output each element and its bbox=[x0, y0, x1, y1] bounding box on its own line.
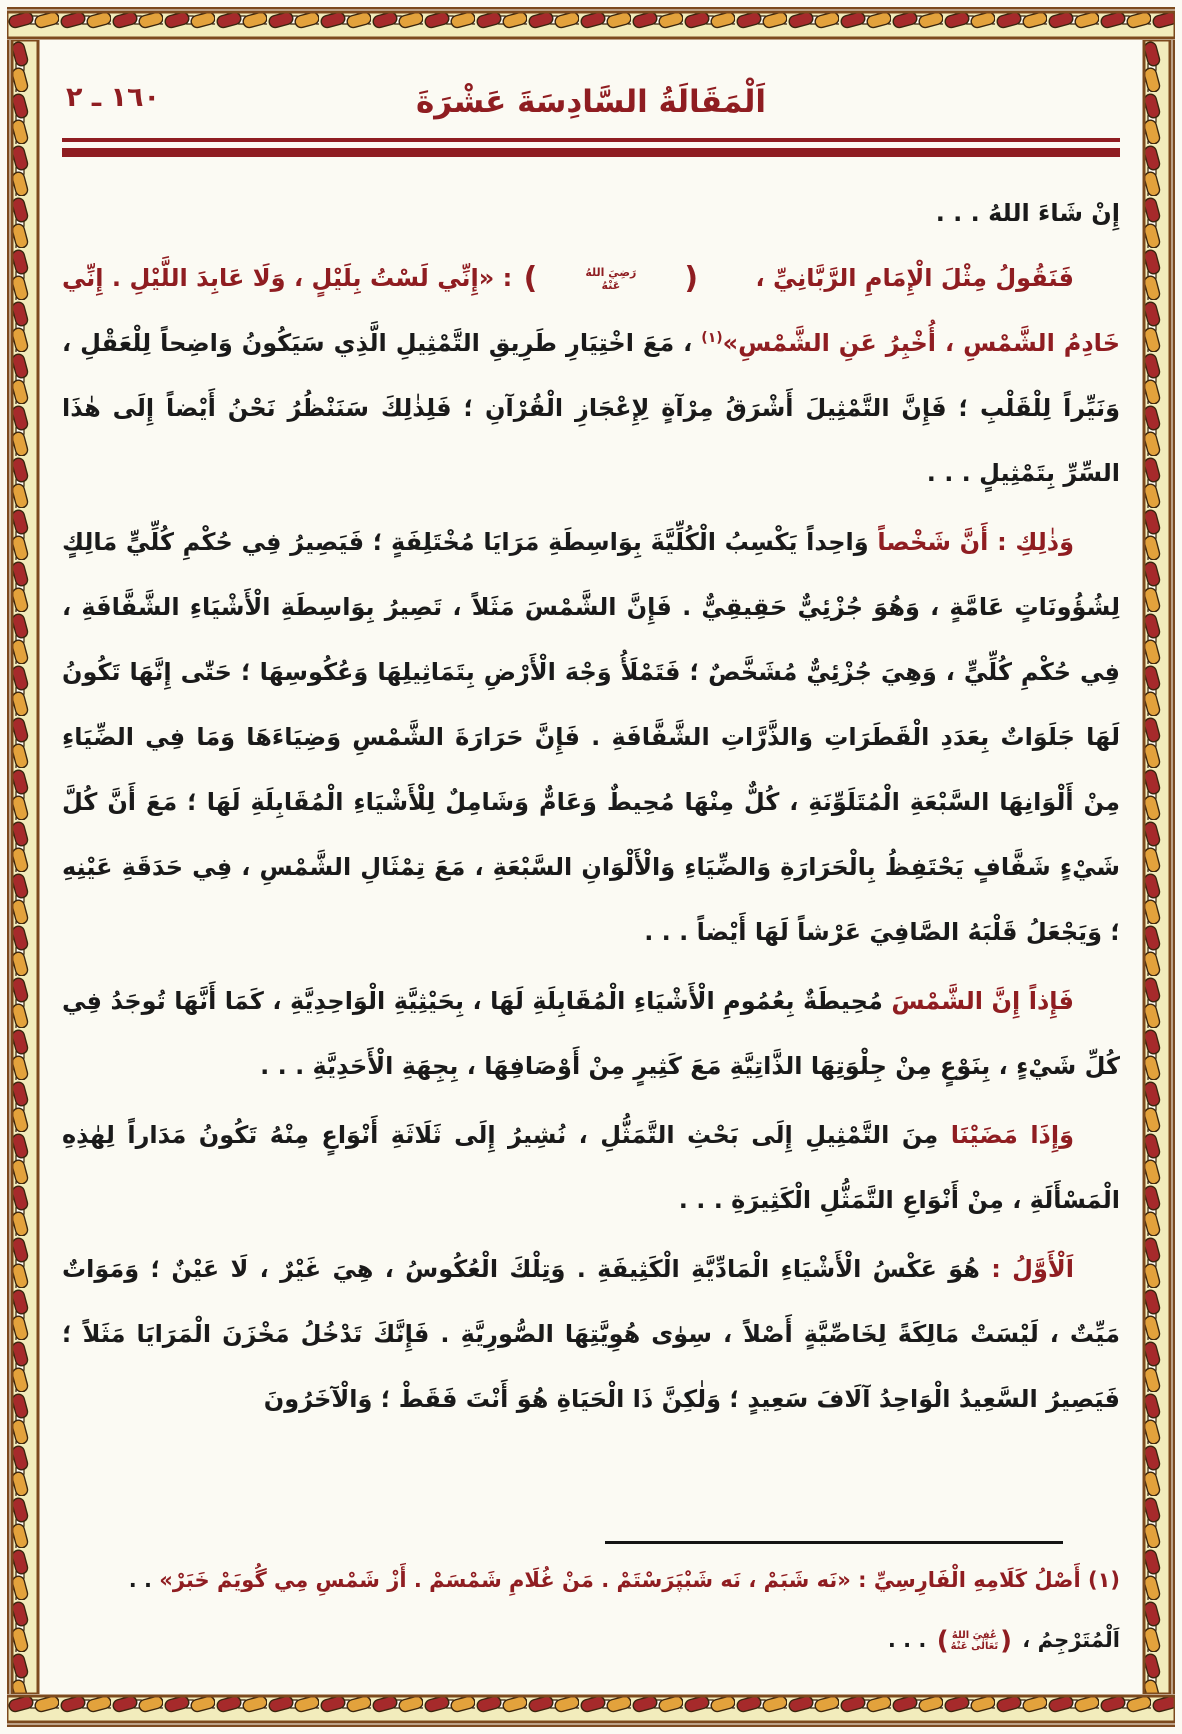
border-ornament-bottom bbox=[7, 1691, 1175, 1727]
text-segment: اَلْأَوَّلُ : bbox=[979, 1255, 1074, 1283]
text-segment: اَلْمُتَرْجِمُ ، bbox=[1015, 1628, 1120, 1652]
footnote-block bbox=[62, 1541, 1120, 1670]
text-segment: فَنَقُولُ مِثْلَ الْإِمَامِ الرَّبَّانِيِّ ، bbox=[747, 264, 1075, 292]
border-ornament-right bbox=[1139, 40, 1175, 1694]
text-segment: مُحِيطَةٌ بِعُمُومِ الْأَشْيَاءِ الْمُقَابِلَةِ لَهَا ، بِحَيْثِيَّةِ الْوَاحِدِيَّةِ ، كَمَا أَنَّهَا تُوجَدُ فِي كُلِّ شَيْءٍ ، بِنَوْعٍ مِنْ جِلْوَتِهَا الذَّاتِيَّةِ مَعَ كَثِيرٍ مِنْ أَوْصَافِهَا ، بِجِهَةِ الْأَحَدِيَّةِ . . . bbox=[62, 987, 1120, 1080]
footnote-separator bbox=[605, 1541, 1063, 1544]
border-ornament-left bbox=[7, 40, 43, 1694]
footnote-line bbox=[62, 1550, 1120, 1610]
text-segment: . . bbox=[128, 1568, 160, 1592]
footnote-marker: (١) bbox=[701, 330, 723, 346]
text-segment: وَإِذَا مَضَيْنَا bbox=[938, 1121, 1075, 1149]
paragraph bbox=[62, 1237, 1120, 1432]
page-number: ١٦٠ ـ ٢ bbox=[66, 82, 160, 113]
text-segment: ، مَعَ اخْتِيَارِ طَرِيقِ التَّمْثِيلِ الَّذِي سَيَكُونُ وَاضِحاً لِلْعَقْلِ ، وَنَيِّراً لِلْقَلْبِ ؛ فَإِنَّ التَّمْثِيلَ أَشْرَقُ مِرْآةٍ لِإِعْجَازِ الْقُرْآنِ ؛ فَلِذٰلِكَ سَنَنْظُرُ نَحْنُ أَيْضاً إِلَى هٰذَا السِّرِّ بِتَمْثِيلٍ . . . bbox=[62, 329, 1120, 487]
header-divider-rule bbox=[62, 138, 1120, 157]
text-segment: فَإِذاً إِنَّ الشَّمْسَ bbox=[882, 987, 1074, 1015]
page-content bbox=[62, 46, 1120, 1688]
text-segment: وَذٰلِكِ : أَنَّ شَخْصاً bbox=[868, 528, 1074, 556]
border-ornament-top bbox=[7, 7, 1175, 43]
body-paragraphs bbox=[62, 246, 1120, 1432]
honorific-seal: ( عُفِيَ اللهُ تَعَالٰى عَنْهُ ) bbox=[936, 1626, 1012, 1656]
page-header bbox=[62, 76, 1120, 128]
paragraph bbox=[62, 969, 1120, 1099]
text-segment: هُوَ عَكْسُ الْأَشْيَاءِ الْمَادِّيَّةِ الْكَثِيفَةِ . وَتِلْكَ الْعُكُوسُ ، هِيَ غَيْرٌ ، لَا عَيْنٌ ؛ وَمَوَاتٌ مَيِّتٌ ، لَيْسَتْ مَالِكَةً لِخَاصِّيَّةٍ أَصْلاً ، سِوٰى هُوِيَّتِهَا الصُّورِيَّةِ . فَإِنَّكَ تَدْخُلُ مَخْزَنَ الْمَرَايَا مَثَلاً ؛ فَيَصِيرُ السَّعِيدُ الْوَاحِدُ آلَافَ سَعِيدٍ ؛ وَلٰكِنَّ ذَا الْحَيَاةِ هُوَ أَنْتَ فَقَطْ ؛ وَالْآخَرُونَ bbox=[62, 1255, 1120, 1413]
text-segment: مِنَ التَّمْثِيلِ إِلَى بَحْثِ التَّمَثُّلِ ، نُشِيرُ إِلَى ثَلَاثَةِ أَنْوَاعٍ مِنْهُ تَكُونُ مَدَاراً لِهٰذِهِ الْمَسْأَلَةِ ، مِنْ أَنْوَاعِ التَّمَثُّلِ الْكَثِيرَةِ . . . bbox=[62, 1121, 1120, 1214]
text-segment: وَاحِداً يَكْسِبُ الْكُلِّيَّةَ بِوَاسِطَةِ مَرَايَا مُخْتَلِفَةٍ ؛ فَيَصِيرُ فِي حُكْمِ كُلِّيٍّ مَالِكٍ لِشُؤُونَاتٍ عَامَّةٍ ، وَهُوَ جُزْئِيٌّ حَقِيقِيٌّ . فَإِنَّ الشَّمْسَ مَثَلاً ، تَصِيرُ بِوَاسِطَةِ الْأَشْيَاءِ الشَّفَّافَةِ ، فِي حُكْمِ كُلِّيٍّ ، وَهِيَ جُزْئِيٌّ مُشَخَّصٌ ؛ فَتَمْلَأُ وَجْهَ الْأَرْضِ بِتَمَاثِيلِهَا وَعُكُوسِهَا ؛ حَتّٰى إِنَّهَا تَكُونُ لَهَا جَلَوَاتٌ بِعَدَدِ الْقَطَرَاتِ وَالذَّرَّاتِ الشَّفَّافَةِ . فَإِنَّ حَرَارَةَ الشَّمْسِ وَضِيَاءَهَا وَمَا فِي الضِّيَاءِ مِنْ أَلْوَانِهَا السَّبْعَةِ الْمُتَلَوِّنَةِ ، كُلٌّ مِنْهَا مُحِيطٌ وَعَامٌّ وَشَامِلٌ لِلْأَشْيَاءِ الْمُقَابِلَةِ لَهَا ؛ مَعَ أَنَّ كُلَّ شَيْءٍ شَفَّافٍ يَحْتَفِظُ بِالْحَرَارَةِ وَالضِّيَاءِ وَالْأَلْوَانِ السَّبْعَةِ ، مَعَ تِمْثَالِ الشَّمْسِ ، فِي حَدَقَةِ عَيْنِهِ ؛ وَيَجْعَلُ قَلْبَهُ الصَّافِيَ عَرْشاً لَهَا أَيْضاً . . . bbox=[62, 528, 1120, 946]
paragraph bbox=[62, 510, 1120, 965]
body-text bbox=[62, 181, 1120, 1432]
page-title: اَلْمَقَالَةُ السَّادِسَةَ عَشْرَةَ bbox=[416, 84, 766, 120]
text-segment: . . . bbox=[887, 1628, 934, 1652]
honorific-seal: ( رَضِيَ اللهُ عَنْهُ ) bbox=[523, 261, 699, 296]
footnote-line bbox=[62, 1610, 1120, 1670]
paragraph bbox=[62, 1103, 1120, 1233]
footnote-lines bbox=[62, 1550, 1120, 1670]
paragraph bbox=[62, 246, 1120, 506]
text-segment: (١) أَصْلُ كَلَامِهِ الْفَارِسِيِّ : «نَه شَبَمْ ، نَه شَبْپَرَسْتَمْ . مَنْ غُلَامِ شَمْسَمْ . أَزْ شَمْسِ مِي گُويَمْ خَبَرْ» bbox=[159, 1568, 1120, 1592]
text-segment: : «إِنِّي لَسْتُ بِلَيْلٍ ، وَلَا عَابِدَ اللَّيْلِ . إِنِّي خَادِمُ الشَّمْسِ ، أُخْبِرُ عَنِ الشَّمْسِ» bbox=[62, 264, 1120, 357]
intro-line: إِنْ شَاءَ اللهُ . . . bbox=[935, 199, 1120, 227]
